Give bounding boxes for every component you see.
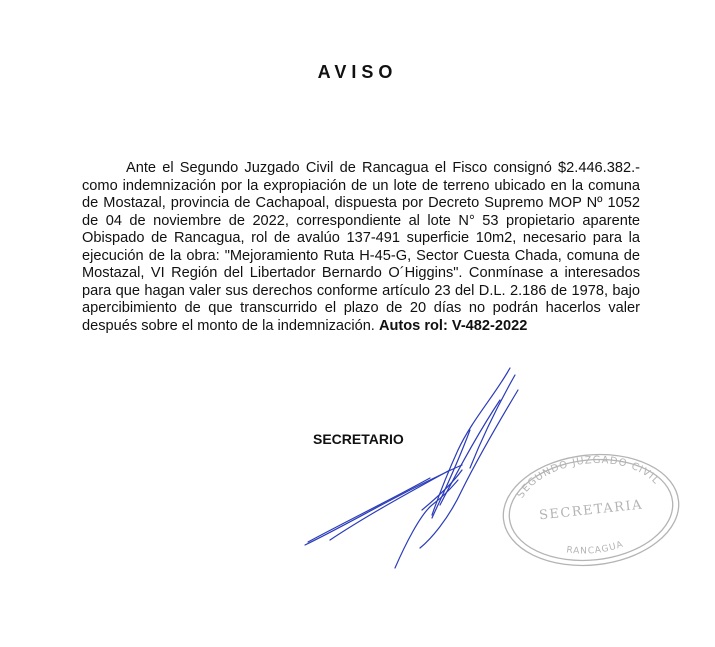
stamp-center-text: SECRETARIA — [538, 497, 644, 524]
notice-body-text: Ante el Segundo Juzgado Civil de Rancagua el Fisco consignó $2.446.382.- como indemnización por la expropiación de un lote de terreno ubicado en la comuna de Mostazal, provincia de Cachapoal, dispuesta por Decreto Supremo MOP Nº 1052 de 04 de noviembre de 2022, correspondiente al lote N° 53 propietario aparente Obispado de Rancagua, rol de avalúo 137-491 superficie 10m2, necesario para la ejecución de la obra: "Mejoramiento Ruta H-45-G, Sector Cuesta Chada, comuna de Mostazal, VI Región del Libertador Bernardo O´Higgins". Conmínase a interesados para que hagan valer sus derechos conforme artículo 23 del D.L. 2.186 de 1978, bajo apercibimiento de que transcurrido el plazo de 20 días no podrán hacerlos valer después sobre el monto de la indemnización. — [82, 160, 640, 334]
court-stamp — [496, 448, 686, 573]
signer-title: SECRETARIO — [313, 431, 404, 447]
stamp-top-text: SEGUNDO JUZGADO CIVIL — [515, 454, 662, 501]
stamp-bottom-text: RANCAGUA — [565, 539, 626, 557]
case-reference: Autos rol: V-482-2022 — [378, 317, 528, 334]
notice-title: AVISO — [317, 62, 398, 82]
